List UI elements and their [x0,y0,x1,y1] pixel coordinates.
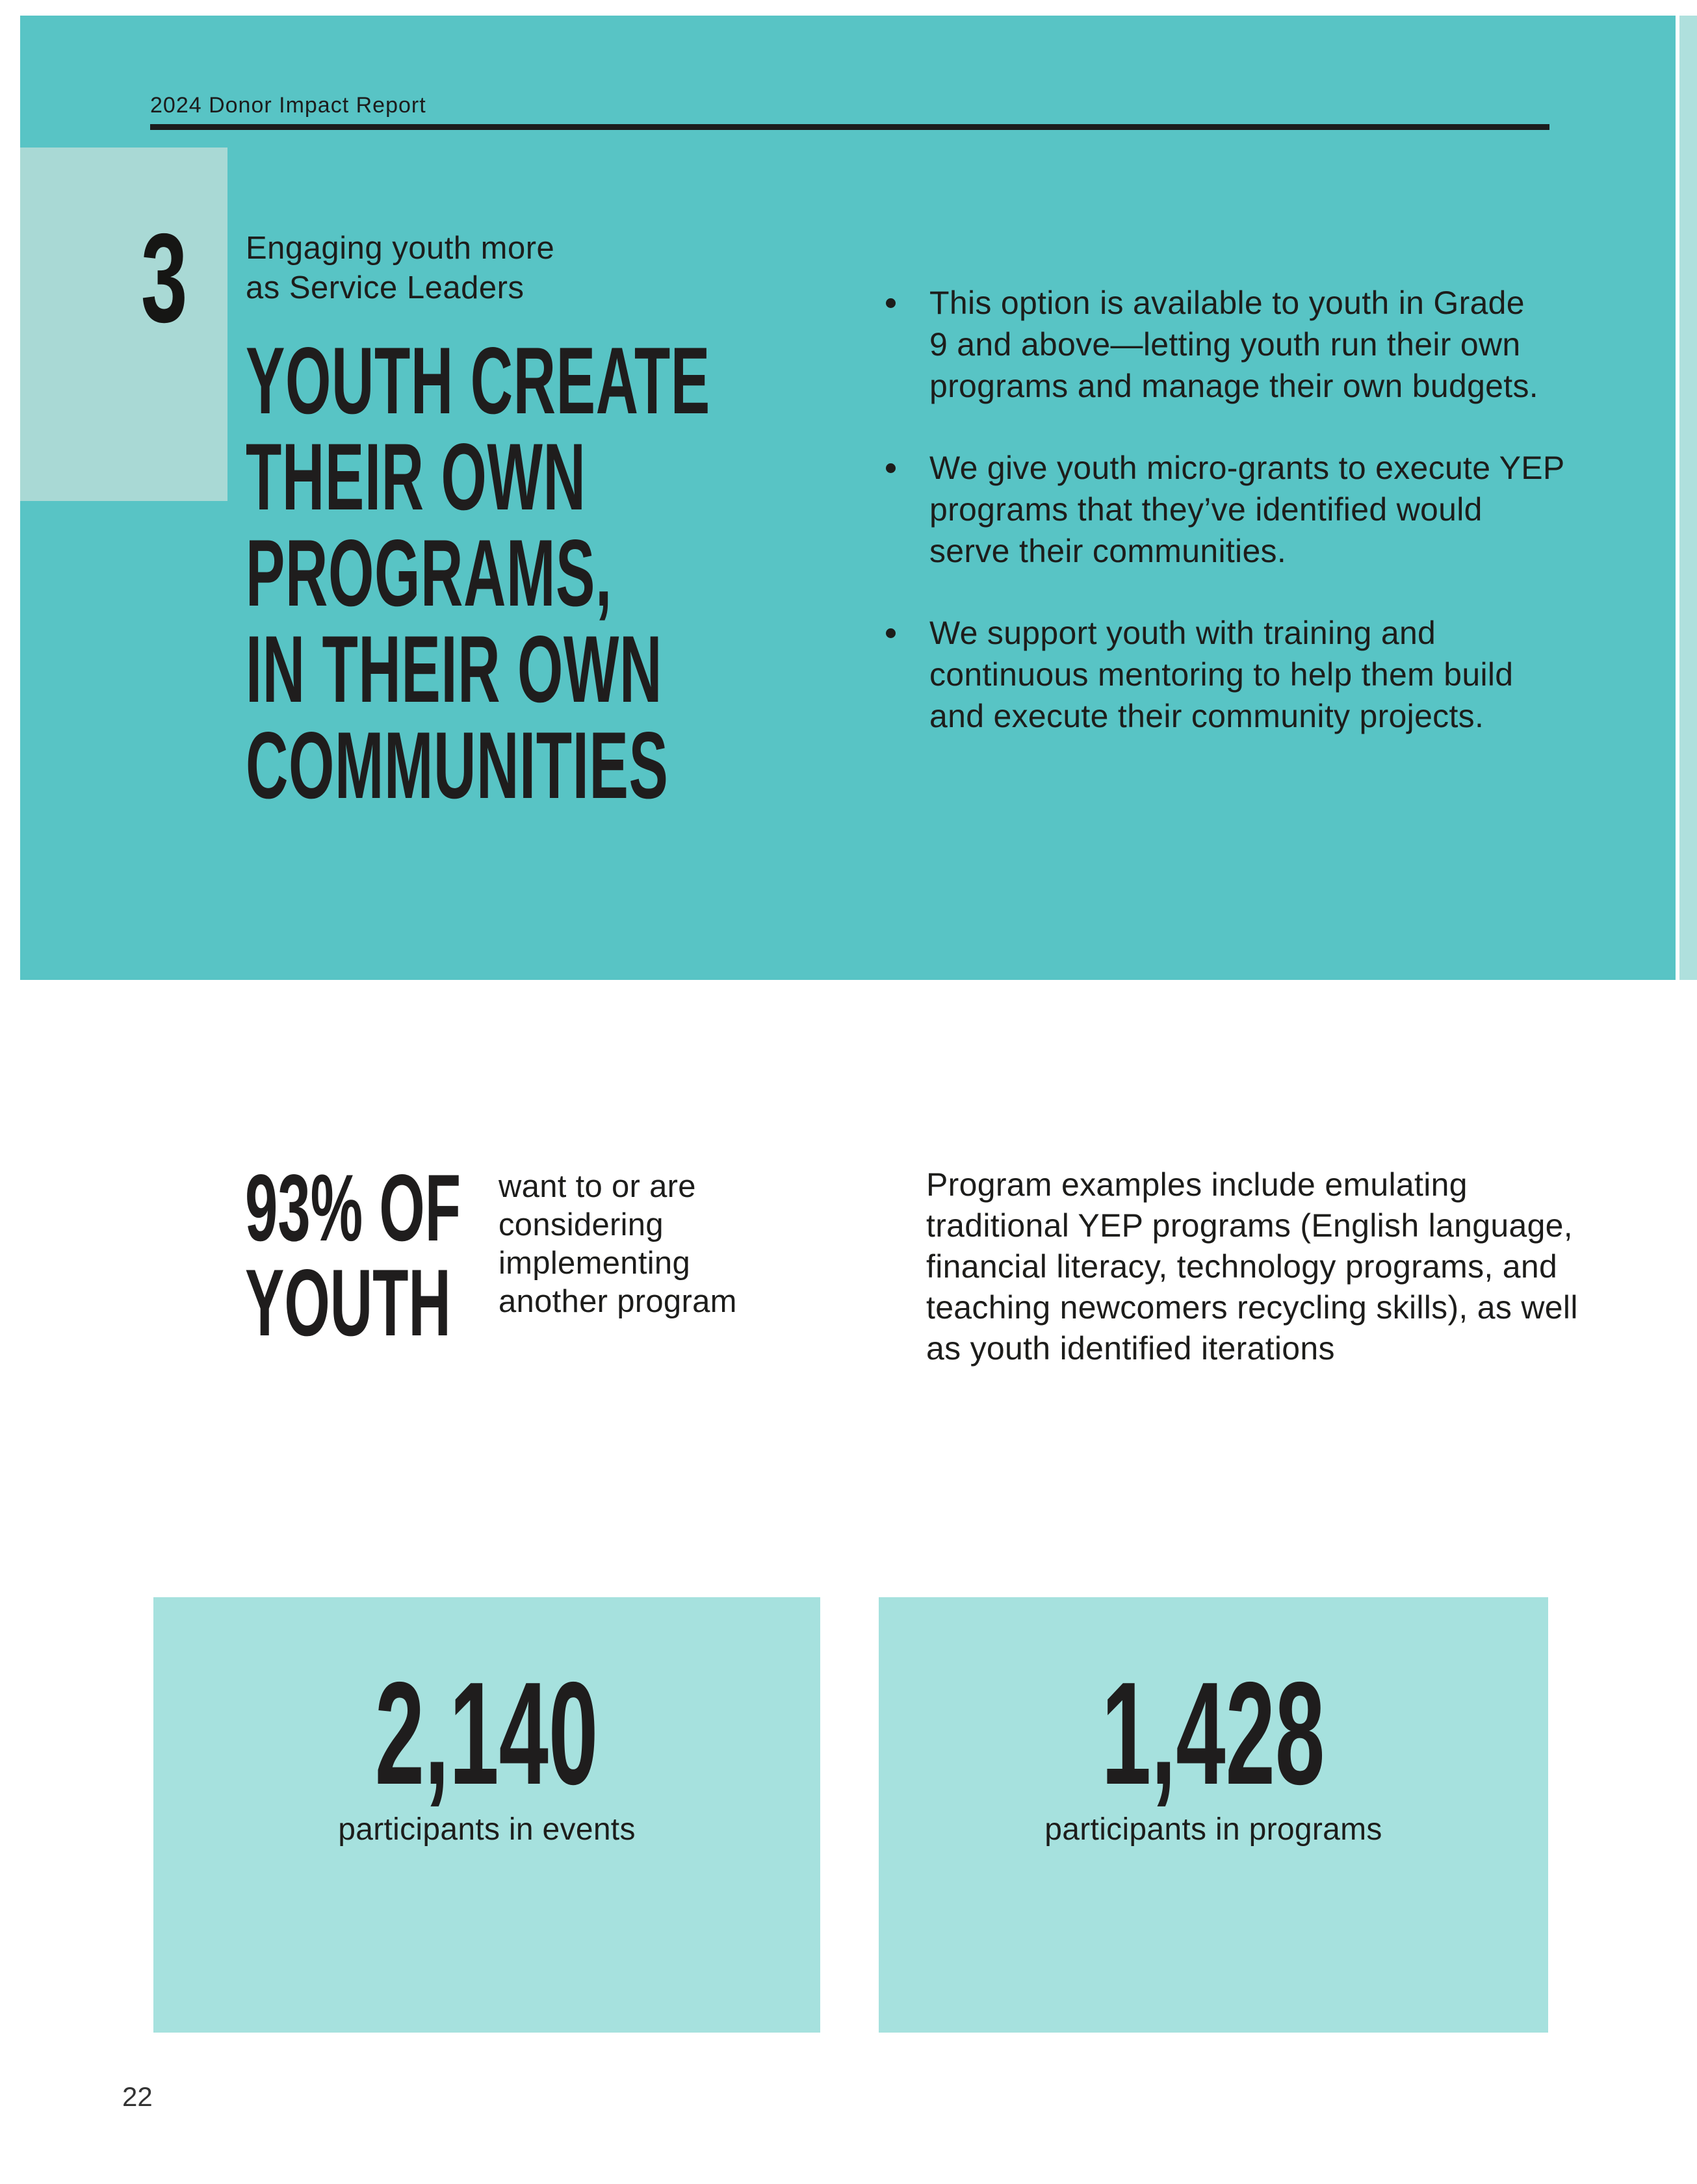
bullet-item [886,282,1614,407]
bullet-text: We give youth micro-grants to execute YEP programs that they’ve identified would serve their communities. [929,450,1565,569]
stat-value [153,1651,820,1815]
stat-box-programs [879,1597,1548,2033]
stat-caption: want to or are considering implementing another program [499,1169,737,1319]
program-examples-paragraph: Program examples include emulating traditional YEP programs (English language, financial literacy, technology programs, and teaching newcomers recycling skills), as well as youth identified iterations [926,1166,1578,1367]
stat-label: participants in programs [1044,1812,1382,1847]
bullet-item [886,447,1614,572]
stat-value-text: 1,428 [1102,1651,1325,1815]
bullet-dot-icon [886,298,896,308]
bullet-text: This option is available to youth in Grade 9 and above—letting youth run their own programs and manage their own budgets. [929,285,1538,404]
stat-value-text: 2,140 [375,1651,599,1815]
stat-label: participants in events [338,1812,636,1847]
header-rule [150,124,1549,130]
stat-box-events [153,1597,820,2033]
section-number-box [20,148,227,501]
hero-bullet-list [886,282,1614,777]
bullet-text: We support youth with training and continuous mentoring to help them build and execute their community projects. [929,615,1514,734]
stat-value [879,1651,1548,1815]
section-number: 3 [140,207,187,349]
bullet-dot-icon [886,628,896,638]
report-title: 2024 Donor Impact Report [150,93,426,118]
section-headline-text: YOUTH CREATE THEIR OWN PROGRAMS, IN THEIR OWN COMMUNITIES [246,328,710,818]
stat-title-text: 93% OF YOUTH [245,1155,461,1355]
bullet-item [886,612,1614,737]
section-kicker: Engaging youth more as Service Leaders [246,231,555,305]
bullet-dot-icon [886,463,896,473]
page-number: 22 [122,2081,153,2112]
right-accent-stripe [1679,16,1697,980]
